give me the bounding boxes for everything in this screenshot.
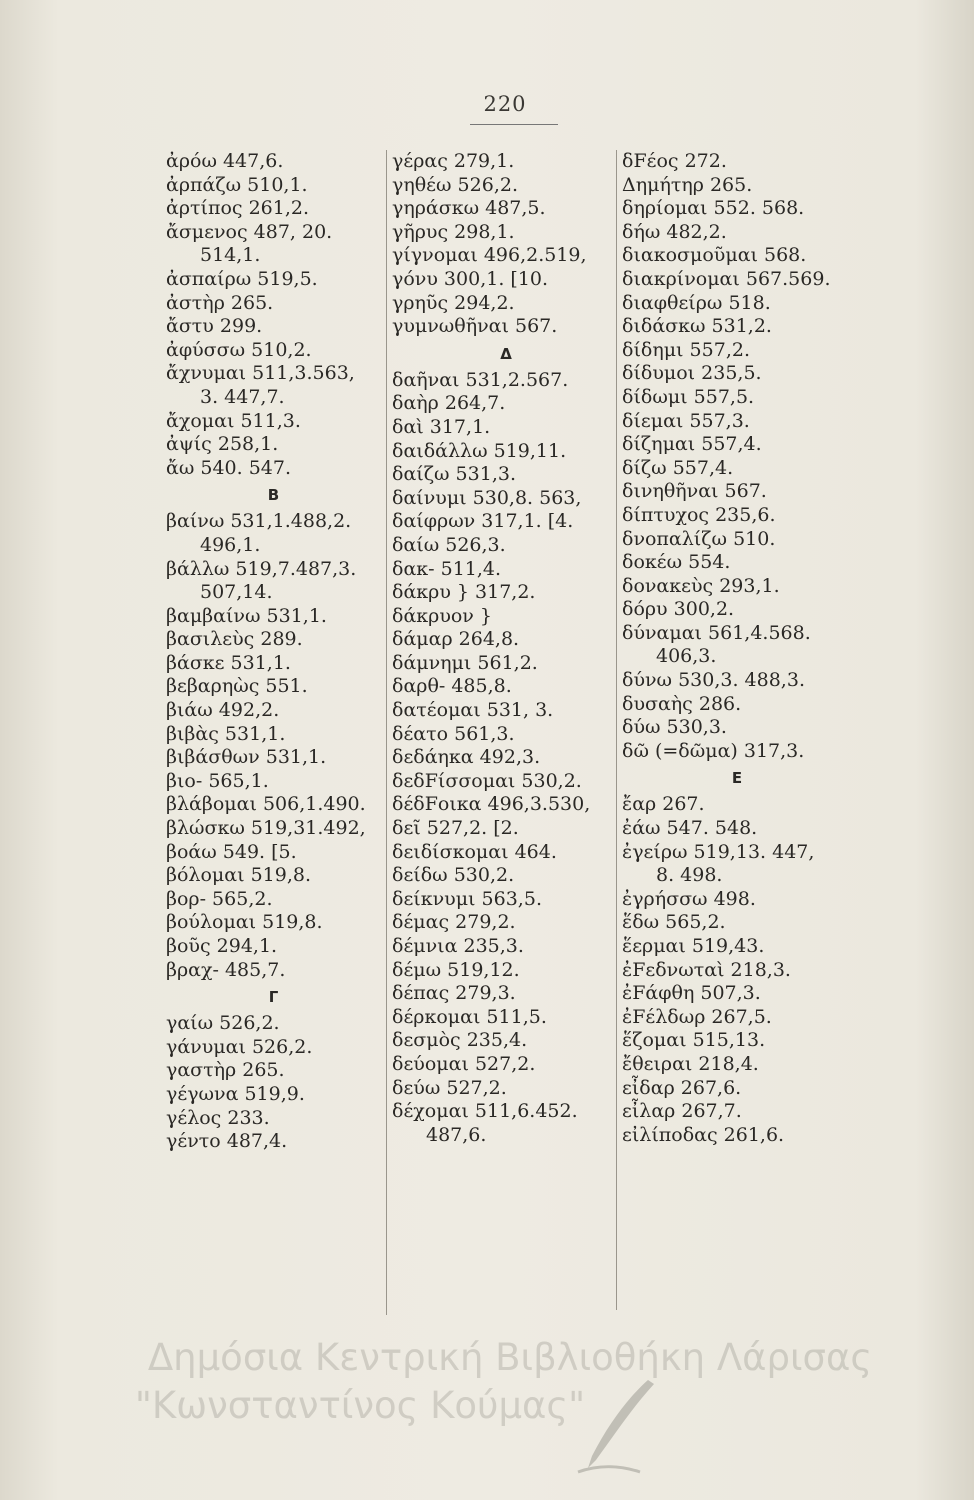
index-entry: γέλος 233. [166, 1106, 270, 1129]
index-entry: ἄω 540. 547. [166, 456, 292, 479]
index-entry: δείδω 530,2. [392, 864, 515, 887]
index-entry: δίπτυχος 235,6. [622, 503, 776, 526]
index-entry: ἕερμαι 519,43. [622, 935, 765, 957]
index-entry: 3. 447,7. [200, 385, 285, 408]
index-entry: γόνυ 300,1. [10. [392, 267, 549, 290]
index-entry: γέγωνα 519,9. [166, 1082, 305, 1105]
index-entry: δίδωμι 557,5. [622, 385, 755, 408]
index-entry: δάκρυ } 317,2. [392, 581, 536, 604]
index-entry: δαίφρων 317,1. [4. [392, 510, 574, 533]
index-entry: 406,3. [656, 645, 717, 668]
index-entry: ἄχνυμαι 511,3.563, [166, 362, 355, 385]
index-entry: γηθέω 526,2. [392, 173, 518, 196]
index-entry: γυμνωθῆναι 567. [392, 315, 558, 338]
index-entry: βασιλεὺς 289. [166, 628, 303, 651]
index-entry: γῆρυς 298,1. [392, 220, 515, 243]
index-entry: ἀσπαίρω 519,5. [166, 267, 318, 290]
quill-logo-icon [570, 1376, 660, 1476]
index-entry: δεσμὸς 235,4. [392, 1029, 528, 1052]
index-entry: δεδάηκα 492,3. [392, 746, 541, 769]
index-entry: 514,1. [200, 244, 261, 267]
library-watermark-line1: Δημόσια Κεντρική Βιβλιοθήκη Λάρισας [147, 1336, 873, 1379]
index-entry: ἕζομαι 515,13. [622, 1029, 766, 1052]
index-entry: γάνυμαι 526,2. [166, 1035, 313, 1058]
index-entry: ἀφύσσω 510,2. [166, 338, 312, 361]
index-entry: γέντο 487,4. [166, 1130, 288, 1153]
index-entry: δFέος 272. [622, 150, 727, 172]
index-entry: δεύομαι 527,2. [392, 1052, 536, 1075]
index-entry: δειδίσκομαι 464. [392, 840, 557, 863]
index-entry: δαίω 526,3. [392, 533, 506, 556]
index-entry: ἐγείρω 519,13. 447, [622, 840, 815, 863]
index-entry: δάμαρ 264,8. [392, 628, 520, 651]
index-entry: δυσαὴς 286. [622, 692, 742, 715]
index-entry: δατέομαι 531, 3. [392, 699, 554, 722]
index-entry: δακ- 511,4. [392, 557, 502, 580]
index-entry: βάσκε 531,1. [166, 651, 291, 674]
index-entry: 507,14. [200, 581, 273, 604]
index-entry: διακρίνομαι 567.569. [622, 267, 831, 290]
index-column-2 [386, 150, 620, 1315]
index-entry: ἄστυ 299. [166, 315, 263, 338]
page-number-rule [470, 124, 558, 125]
index-entry: δέατο 561,3. [392, 722, 515, 745]
index-entry: δήω 482,2. [622, 220, 727, 243]
index-entry: ἐFάφθη 507,3. [622, 982, 761, 1005]
index-entry: βλάβομαι 506,1.490. [166, 793, 366, 816]
index-entry: γέρας 279,1. [392, 150, 515, 172]
index-entry: βορ- 565,2. [166, 887, 273, 910]
index-entry: βαμβαίνω 531,1. [166, 604, 327, 627]
index-entry: δέχομαι 511,6.452. [392, 1100, 578, 1123]
index-entry: γηράσκω 487,5. [392, 197, 546, 220]
index-entry: δύω 530,3. [622, 716, 727, 739]
index-entry: δαίζω 531,3. [392, 463, 516, 486]
index-entry: εἰλίποδας 261,6. [622, 1123, 785, 1146]
letter-heading: B [267, 486, 280, 505]
index-entry: δεδFίσσομαι 530,2. [392, 769, 582, 792]
index-entry: βούλομαι 519,8. [166, 911, 323, 934]
index-entry: δέπας 279,3. [392, 982, 516, 1005]
index-entry: βεβαρηὼς 551. [166, 675, 308, 698]
letter-heading: Δ [500, 344, 512, 363]
page-number: 220 [483, 92, 527, 116]
index-entry: εἶλαρ 267,7. [622, 1100, 742, 1123]
index-entry: δαὶ 317,1. [392, 415, 491, 438]
index-entry: ἀστὴρ 265. [166, 291, 274, 314]
index-entry: διακοσμοῦμαι 568. [622, 244, 807, 267]
letter-heading: E [731, 769, 743, 788]
index-entry: δονακεὺς 293,1. [622, 574, 780, 597]
index-entry: βόλομαι 519,8. [166, 864, 312, 887]
library-watermark-line2: "Κωνσταντίνος Κούμας" [134, 1384, 586, 1427]
index-entry: δοκέω 554. [622, 551, 731, 574]
index-entry: δεῖ 527,2. [2. [392, 817, 519, 840]
index-column-1 [166, 150, 381, 1154]
index-entry: βλώσκω 519,31.492, [166, 817, 366, 840]
index-entry: γρηῦς 294,2. [392, 291, 515, 314]
index-entry: γαστὴρ 265. [166, 1059, 285, 1082]
index-entry: δινηθῆναι 567. [622, 480, 767, 503]
index-entry: δέμω 519,12. [392, 958, 520, 981]
index-entry: δηρίομαι 552. 568. [622, 197, 805, 220]
index-entry: γίγνομαι 496,2.519, [392, 244, 587, 267]
index-entry: βραχ- 485,7. [166, 958, 286, 981]
index-entry: δέδFοικα 496,3.530, [392, 793, 591, 816]
index-column-3 [616, 150, 852, 1310]
index-entry: δνοπαλίζω 510. [622, 527, 776, 550]
index-entry: ἐγρήσσω 498. [622, 887, 756, 910]
index-entry: ἕδω 565,2. [622, 911, 726, 934]
index-entry: διαφθείρω 518. [622, 291, 771, 314]
index-entry: βάλλω 519,7.487,3. [166, 557, 357, 580]
index-entry: ἀρπάζω 510,1. [166, 173, 308, 196]
index-entry: δίζω 557,4. [622, 456, 734, 479]
index-entry: βιάω 492,2. [166, 699, 280, 722]
index-entry: δίεμαι 557,3. [622, 409, 750, 432]
index-entry: διδάσκω 531,2. [622, 315, 772, 338]
index-entry: ἄσμενος 487, 20. [166, 220, 333, 243]
letter-heading: Γ [268, 988, 279, 1007]
index-entry: 487,6. [426, 1123, 487, 1146]
index-entry: βιβάσθων 531,1. [166, 746, 327, 769]
index-entry: δῶ (=δῶμα) 317,3. [622, 739, 805, 762]
index-entry: ἀψίς 258,1. [166, 433, 279, 456]
index-entry: εἶδαρ 267,6. [622, 1076, 742, 1099]
index-entry: δίζημαι 557,4. [622, 433, 762, 456]
index-entry: δάκρυον } [392, 604, 492, 627]
index-entry: δέρκομαι 511,5. [392, 1005, 547, 1028]
index-entry: βιο- 565,1. [166, 769, 269, 792]
index-entry: γαίω 526,2. [166, 1012, 280, 1035]
index-entry: ἀρτίπος 261,2. [166, 197, 310, 220]
index-entry: βαίνω 531,1.488,2. [166, 510, 352, 533]
index-entry: ἐFεδνωταὶ 218,3. [622, 958, 791, 981]
index-entry: ἄχομαι 511,3. [166, 409, 301, 432]
index-entry: δείκνυμι 563,5. [392, 887, 542, 910]
index-entry: δύνω 530,3. 488,3. [622, 669, 805, 692]
index-entry: Δημήτηρ 265. [622, 173, 753, 196]
index-entry: δάμνημι 561,2. [392, 651, 538, 674]
index-entry: ἔαρ 267. [622, 793, 705, 816]
index-entry: δεύω 527,2. [392, 1076, 507, 1099]
index-entry: ἔθειραι 218,4. [622, 1052, 759, 1075]
index-entry: δαιδάλλω 519,11. [392, 439, 567, 462]
index-entry: δαίνυμι 530,8. 563, [392, 486, 582, 509]
index-entry: δίδημι 557,2. [622, 338, 750, 361]
index-entry: ἐάω 547. 548. [622, 817, 758, 840]
index-entry: δίδυμοι 235,5. [622, 362, 762, 385]
index-entry: δέμας 279,2. [392, 911, 516, 934]
index-entry: βοῦς 294,1. [166, 935, 278, 957]
index-entry: ἐFέλδωρ 267,5. [622, 1005, 772, 1028]
index-entry: ἀρόω 447,6. [166, 150, 284, 172]
index-entry: δαῆναι 531,2.567. [392, 368, 569, 391]
index-entry: δύναμαι 561,4.568. [622, 621, 811, 644]
index-entry: βιβὰς 531,1. [166, 722, 286, 745]
index-entry: 496,1. [200, 533, 261, 556]
index-entry: δόρυ 300,2. [622, 598, 735, 621]
index-entry: δαρθ- 485,8. [392, 675, 512, 698]
index-entry: δέμνια 235,3. [392, 935, 524, 957]
index-entry: βοάω 549. [5. [166, 840, 297, 863]
index-entry: 8. 498. [656, 864, 723, 887]
index-entry: δαὴρ 264,7. [392, 392, 506, 415]
